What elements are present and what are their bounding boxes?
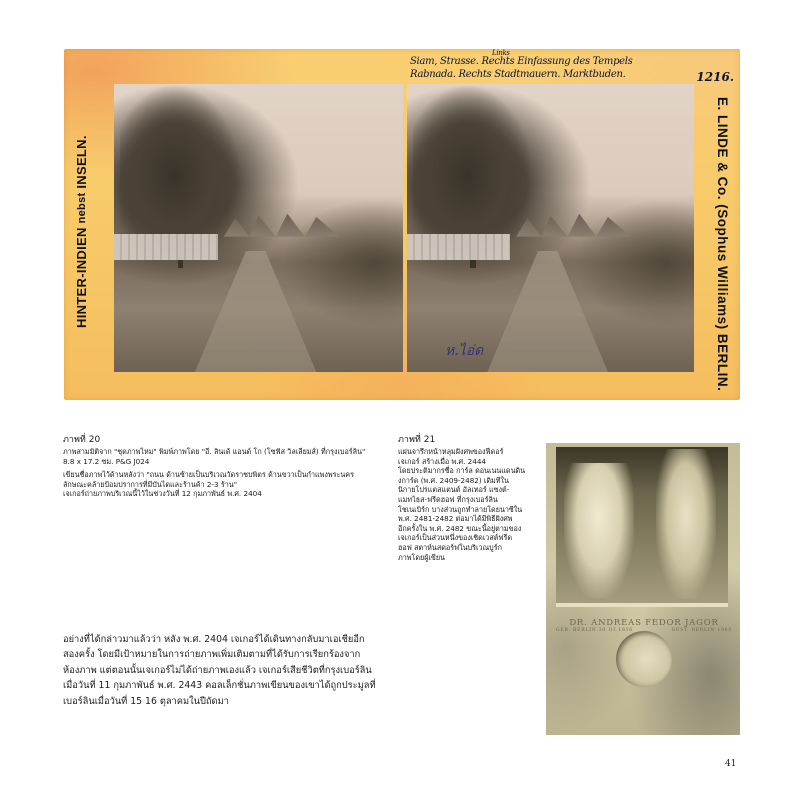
caption-title: ภาพที่ 20: [63, 435, 101, 445]
caption-line: พ.ศ. 2481-2482 ต่อมาได้มีพิธีฝังศพ: [398, 514, 513, 524]
label-main: HINTER-INDIEN: [74, 227, 89, 328]
body-line: เบอร์ลินเมื่อวันที่ 15 16 ตุลาคมในปีถัดมา: [63, 695, 229, 707]
road-shape: [487, 251, 608, 372]
caption-line: นิกายโปรแตสแตนต์ อัลเทอร์ แซงต์-: [398, 485, 510, 495]
page-number: 41: [725, 759, 737, 769]
body-line: สองครั้ง โดยมีเป้าหมายในการถ่ายภาพเพิ่มเติมตามที่ได้รับการเรียกร้องจาก: [63, 649, 361, 661]
body-line: อย่างที่ได้กล่าวมาแล้วว่า หลัง พ.ศ. 2404 เจเกอร์ได้เดินทางกลับมาเอเชียอีก: [63, 634, 365, 645]
card-label-publisher: E. LINDE & Co. (Sophus Williams) BERLIN.: [715, 97, 730, 392]
inscription-name: DR. ANDREAS FEDOR JAGOR: [569, 618, 719, 628]
wall-shape: [114, 234, 218, 260]
caption-line: 8.8 x 17.2 ซม. P&G J024: [63, 456, 150, 466]
caption-figure-21: [398, 434, 538, 562]
road-shape: [195, 251, 316, 372]
caption-line: เจเกอร์ถ่ายภาพบริเวณนี้ไว้ในช่วงวันที่ 12 กุมภาพันธ์ พ.ศ. 2404: [63, 489, 262, 499]
card-number: 1216.: [696, 70, 734, 84]
roofs-shape: [516, 214, 631, 237]
caption-line: ฮอฟ สตาห์นสดอร์ฟในบริเวณบูร์ก: [398, 542, 502, 552]
caption-line: แผ่นจารึกหน้าหลุมฝังศพของฟีดอร์: [398, 447, 504, 456]
caption-line: เจเกอร์ สร้างเมื่อ พ.ศ. 2444: [398, 456, 486, 466]
standing-figure-shape: [656, 449, 716, 599]
seated-figure-shape: [564, 463, 634, 598]
caption-title: ภาพที่ 21: [398, 435, 436, 445]
label-small: nebst: [76, 192, 88, 224]
tree-shape: [120, 84, 241, 251]
tree-shape: [413, 84, 534, 251]
handwriting-line-2: Rabnada. Rechts Stadtmauern. Marktbuden.: [410, 69, 626, 80]
ink-mark: ห.ไอ่ด: [445, 343, 484, 359]
body-line: เมื่อวันที่ 11 กุมภาพันธ์ พ.ศ. 2443 คอลเล็กชั่นภาพเขียนของเขาได้ถูกประมูลที่: [63, 680, 376, 692]
body-paragraph: [63, 632, 393, 709]
inscription-died: GEST. BERLIN 1900: [671, 628, 732, 633]
caption-line: ภาพสามมิติจาก "ชุดภาพไหม" พิมพ์ภาพโดย "อี. ลินเด้ แอนด์ โก (โซฟัส วิลเลียมส์) ที่กรุงเบอร์ลิน": [63, 447, 366, 456]
caption-line: อีกครั้งใน พ.ศ. 2482 ขณะนี้อยู่ตามของ: [398, 523, 522, 533]
caption-line: โชเนเบิร์ก บางส่วนถูกทำลายโดยนาซีใน: [398, 504, 523, 514]
caption-line: โดยประติมากรชื่อ การ์ล ดอนเนนแดนดิน: [398, 466, 526, 476]
body-line: ห้องภาพ แต่ตอนนั้นเจเกอร์ไม่ได้ถ่ายภาพเองแล้ว เจเกอร์เสียชีวิตที่กรุงเบอร์ลิน: [63, 664, 372, 676]
portrait-medallion: [616, 631, 672, 687]
roofs-shape: [224, 214, 340, 237]
handwritten-caption: [410, 49, 670, 81]
caption-figure-20: [63, 434, 393, 499]
caption-line: ภาพโดยผู้เขียน: [398, 552, 445, 562]
caption-line: เจเกอร์เป็นส่วนหนึ่งของเชิดเวสต์ฟรีด: [398, 533, 512, 543]
caption-line: งการ์ด (พ.ศ. 2409-2482) เดิมทีใน: [398, 475, 509, 485]
stereo-photo-right: [407, 84, 694, 372]
inscription-born: GEB. BERLIN 30.III.1816: [556, 628, 633, 633]
grave-relief-photo: [546, 443, 740, 735]
stereoview-card: [64, 49, 740, 400]
wall-shape: [407, 234, 510, 260]
handwriting-correction: Links: [492, 49, 510, 57]
caption-line: แมทไธส-ฟรีดฮอฟ ที่กรุงเบอร์ลิน: [398, 494, 498, 504]
label-end: INSELN.: [74, 135, 89, 189]
caption-line: ลักษณะคล้ายป้อมปราการที่มีบันไดและร้านค้า 2-3 ร้าน": [63, 479, 238, 489]
card-label-hinter-indien: [74, 109, 96, 354]
caption-line: เขียนชื่อภาพไว้ด้านหลังว่า "ถนน ด้านซ้ายเป็นบริเวณวัดราชบพิตร ด้านขวาเป็นกำแพงพระนคร: [63, 470, 354, 480]
handwriting-line-1: Siam, Strasse. Rechts Einfassung des Tempels: [410, 56, 633, 67]
stereo-photo-left: [114, 84, 403, 372]
